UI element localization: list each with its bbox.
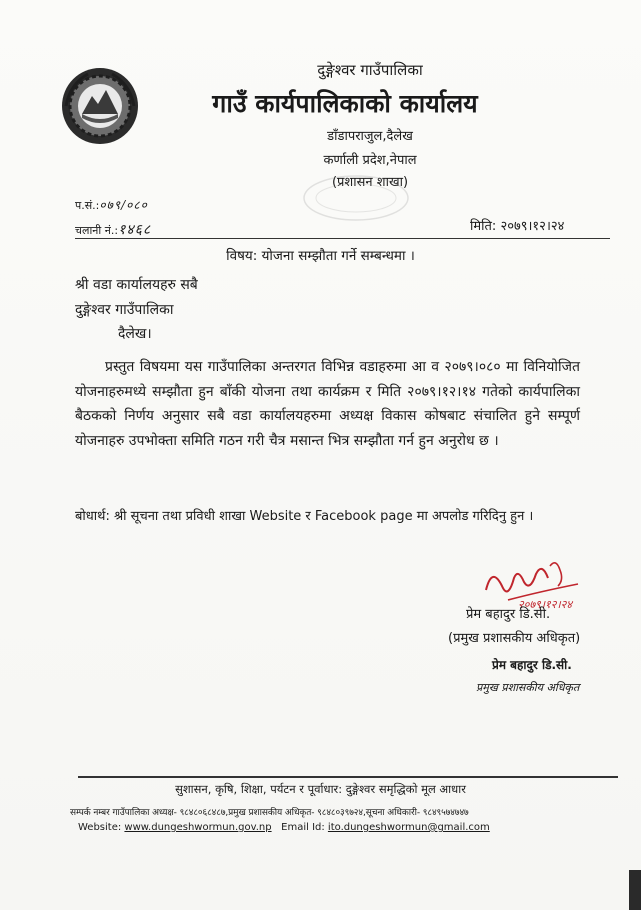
section-name: (प्रशासन शाखा)	[331, 175, 409, 190]
email-link[interactable]: ito.dungeshwormun@gmail.com	[327, 822, 490, 833]
stamp-name: प्रेम बहादुर डि.सी.	[492, 658, 572, 672]
footer-web	[78, 822, 490, 833]
email-label: Email Id:	[281, 822, 325, 833]
footer-contact: सम्पर्क नम्बर गाउँपालिका अध्यक्ष- ९८४८०६८४८७,प्रमुख प्रशासकीय अधिकृत- ९८४८०३९७२४,सूचना अधिकारी- ९८४९५७४७४७	[70, 808, 469, 818]
footer-motto: सुशासन, कृषि, शिक्षा, पर्यटन र पूर्वाधार: दुङ्गेश्वर समृद्धिको मूल आधार	[175, 782, 466, 796]
subject-line: विषय: योजना सम्झौता गर्ने सम्बन्धमा ।	[226, 248, 415, 264]
dispatch-value: १४६८	[118, 222, 152, 238]
website-label: Website:	[78, 822, 122, 833]
website-link[interactable]: www.dungeshwormun.gov.np	[124, 822, 272, 833]
signature-date: २०७९।१२।२४	[518, 598, 573, 611]
reference-value: ०७९/०८०	[99, 198, 148, 212]
dispatch-label: चलानी नं.:	[75, 224, 119, 237]
date-value: २०७९।१२।२४	[500, 219, 565, 234]
signatory-title: (प्रमुख प्रशासकीय अधिकृत)	[448, 631, 581, 646]
cc-line: बोधार्थ: श्री सूचना तथा प्रविधी शाखा Website र Facebook page मा अपलोड गरिदिनु हुन ।	[75, 509, 534, 524]
municipality-emblem-icon	[58, 66, 142, 146]
scan-edge-shadow	[629, 870, 641, 910]
letter-body: प्रस्तुत विषयमा यस गाउँपालिका अन्तरगत विभिन्न वडाहरुमा आ व २०७९।०८० मा विनियोजित योजनाहरुमध्ये सम्झौता हुन बाँकी योजना तथा कार्यक्रम र मिति २०७९।१२।१४ गतेको कार्यपालिका बैठकको निर्णय अनुसार सबै वडा कार्यालयहरुमा अध्यक्ष विकास कोषबाट संचालित हुने सम्पूर्ण योजनाहरु उपभोक्ता समिति गठन गरी चैत्र मसान्त भित्र सम्झौता गर्न हुन अनुरोध छ ।	[75, 359, 580, 449]
address-line-1: डाँडापराजुल,दैलेख	[327, 129, 413, 144]
header-divider	[75, 238, 610, 239]
recipient-line-3: दैलेख।	[118, 326, 152, 342]
date-label: मिति:	[470, 219, 497, 234]
letter-date	[470, 216, 564, 234]
footer-divider	[78, 776, 618, 778]
reference-label: प.सं.:	[75, 199, 100, 212]
faint-stamp-mark	[296, 170, 416, 226]
office-title: गाउँ कार्यपालिकाको कार्यालय	[212, 89, 478, 118]
stamp-title: प्रमुख प्रशासकीय अधिकृत	[476, 681, 580, 694]
municipality-name: दुङ्गेश्वर गाउँपालिका	[317, 61, 423, 79]
recipient-line-1: श्री वडा कार्यालयहरु सबै	[75, 277, 198, 293]
signatory-name: प्रेम बहादुर डि.सी.	[466, 607, 551, 622]
reference-number	[75, 196, 148, 213]
recipient-line-2: दुङ्गेश्वर गाउँपालिका	[75, 302, 174, 318]
dispatch-number	[75, 220, 151, 239]
address-line-2: कर्णाली प्रदेश,नेपाल	[323, 153, 417, 168]
